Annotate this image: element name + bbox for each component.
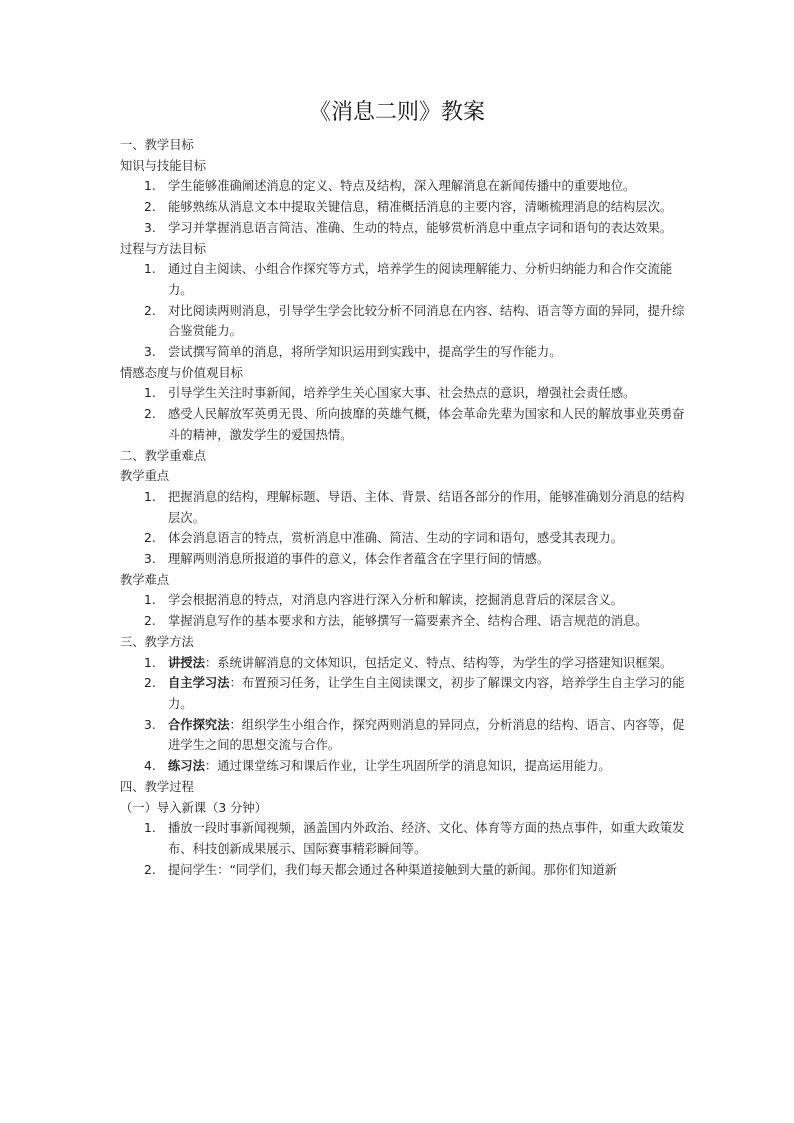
numbered-list — [120, 487, 685, 570]
list-item-text: 感受人民解放军英勇无畏、所向披靡的英雄气概，体会革命先辈为国家和人民的解放事业英勇奋斗的精神，激发学生的爱国热情。 — [168, 407, 685, 442]
list-item — [120, 383, 685, 404]
list-item — [120, 342, 685, 363]
list-item-text: 学生能够准确阐述消息的定义、特点及结构，深入理解消息在新闻传播中的重要地位。 — [168, 179, 636, 194]
list-item — [120, 860, 685, 881]
list-item-text: ：组织学生小组合作，探究两则消息的异同点，分析消息的结构、语言、内容等，促进学生之间的思想交流与合作。 — [168, 717, 685, 753]
list-item-text: 掌握消息写作的基本要求和方法，能够撰写一篇要素齐全、结构合理、语言规范的消息。 — [168, 614, 648, 629]
list-item — [120, 549, 685, 570]
section-heading: 四、教学过程 — [120, 779, 194, 794]
list-item — [120, 301, 685, 342]
list-item — [120, 404, 685, 445]
list-item — [120, 218, 685, 239]
subsection-heading: 过程与方法目标 — [120, 241, 207, 256]
list-number: 3. — [144, 552, 156, 567]
numbered-list — [120, 383, 685, 445]
list-item — [120, 259, 685, 300]
numbered-list — [120, 590, 685, 631]
list-item — [120, 590, 685, 611]
document-body — [120, 135, 685, 880]
list-item-text: 学习并掌握消息语言简洁、准确、生动的特点，能够赏析消息中重点字词和语句的表达效果。 — [168, 220, 673, 235]
list-item-text: 尝试撰写简单的消息，将所学知识运用到实践中，提高学生的写作能力。 — [168, 345, 562, 360]
section-heading: 二、教学重难点 — [120, 448, 207, 463]
list-number: 1. — [144, 386, 156, 401]
list-item-text: 体会消息语言的特点，赏析消息中准确、简洁、生动的字词和语句，感受其表现力。 — [168, 531, 623, 546]
list-item-text: 通过自主阅读、小组合作探究等方式，培养学生的阅读理解能力、分析归纳能力和合作交流能力。 — [168, 262, 673, 297]
list-item-text: 理解两则消息所报道的事件的意义，体会作者蕴含在字里行间的情感。 — [168, 552, 550, 567]
list-number: 2. — [144, 200, 156, 215]
method-term: 合作探究法 — [168, 717, 230, 732]
subsection-heading: 教学重点 — [120, 469, 170, 484]
list-item-text: 引导学生关注时事新闻，培养学生关心国家大事、社会热点的意识，增强社会责任感。 — [168, 386, 636, 401]
method-term: 练习法 — [168, 759, 205, 774]
list-number: 1. — [144, 593, 156, 608]
list-item — [120, 611, 685, 632]
list-item-text: 学会根据消息的特点，对消息内容进行深入分析和解读，挖掘消息背后的深层含义。 — [168, 593, 623, 608]
list-item-text: ：布置预习任务，让学生自主阅读课文，初步了解课文内容，培养学生自主学习的能力。 — [168, 676, 685, 711]
list-number: 1. — [144, 262, 156, 277]
list-item — [120, 528, 685, 549]
method-term: 自主学习法 — [168, 676, 230, 691]
list-item — [120, 176, 685, 197]
list-number: 1. — [144, 179, 156, 194]
list-item-text: 对比阅读两则消息，引导学生学会比较分析不同消息在内容、结构、语言等方面的异同，提升综合鉴赏能力。 — [168, 303, 685, 339]
list-number: 3. — [144, 345, 156, 360]
numbered-list — [120, 259, 685, 363]
list-item-text: ：系统讲解消息的文体知识，包括定义、特点、结构等，为学生的学习搭建知识框架。 — [204, 655, 673, 670]
list-number: 2. — [144, 407, 156, 422]
list-item — [120, 487, 685, 528]
subsection-heading: 知识与技能目标 — [120, 158, 207, 173]
numbered-list — [120, 818, 685, 880]
list-item-text: 能够熟练从消息文本中提取关键信息，精准概括消息的主要内容，清晰梳理消息的结构层次。 — [168, 200, 673, 215]
list-item — [120, 818, 685, 859]
section-heading: 一、教学目标 — [120, 138, 194, 152]
list-item — [120, 715, 685, 756]
list-number: 2. — [144, 531, 156, 546]
list-item-text: 提问学生：“同学们，我们每天都会通过各种渠道接触到大量的新闻。那你们知道新 — [168, 862, 618, 877]
list-item-text: ：通过课堂练习和课后作业，让学生巩固所学的消息知识，提高运用能力。 — [204, 759, 611, 774]
list-item — [120, 673, 685, 714]
list-item — [120, 653, 685, 674]
list-item-text: 把握消息的结构，理解标题、导语、主体、背景、结语各部分的作用，能够准确划分消息的结构层次。 — [168, 489, 685, 525]
method-term: 讲授法 — [168, 655, 205, 670]
list-number: 1. — [144, 821, 156, 836]
list-item-text: 播放一段时事新闻视频，涵盖国内外政治、经济、文化、体育等方面的热点事件，如重大政策发布、科技创新成果展示、国际赛事精彩瞬间等。 — [168, 821, 685, 856]
list-number: 4. — [144, 759, 156, 774]
list-item — [120, 197, 685, 218]
numbered-list — [120, 176, 685, 238]
subsection-heading: 情感态度与价值观目标 — [120, 365, 243, 380]
list-number: 1. — [144, 655, 156, 670]
list-number: 2. — [144, 862, 156, 877]
list-number: 2. — [144, 614, 156, 629]
section-heading: 三、教学方法 — [120, 634, 194, 649]
subsection-heading: （一）导入新课（3 分钟） — [120, 800, 267, 815]
list-number: 3. — [144, 220, 156, 235]
list-number: 1. — [144, 489, 156, 504]
list-number: 2. — [144, 303, 156, 318]
numbered-list — [120, 653, 685, 777]
document-title: 《消息二则》教案 — [308, 100, 485, 125]
subsection-heading: 教学难点 — [120, 572, 170, 587]
list-number: 2. — [144, 676, 156, 691]
list-number: 3. — [144, 717, 156, 732]
list-item — [120, 756, 685, 777]
